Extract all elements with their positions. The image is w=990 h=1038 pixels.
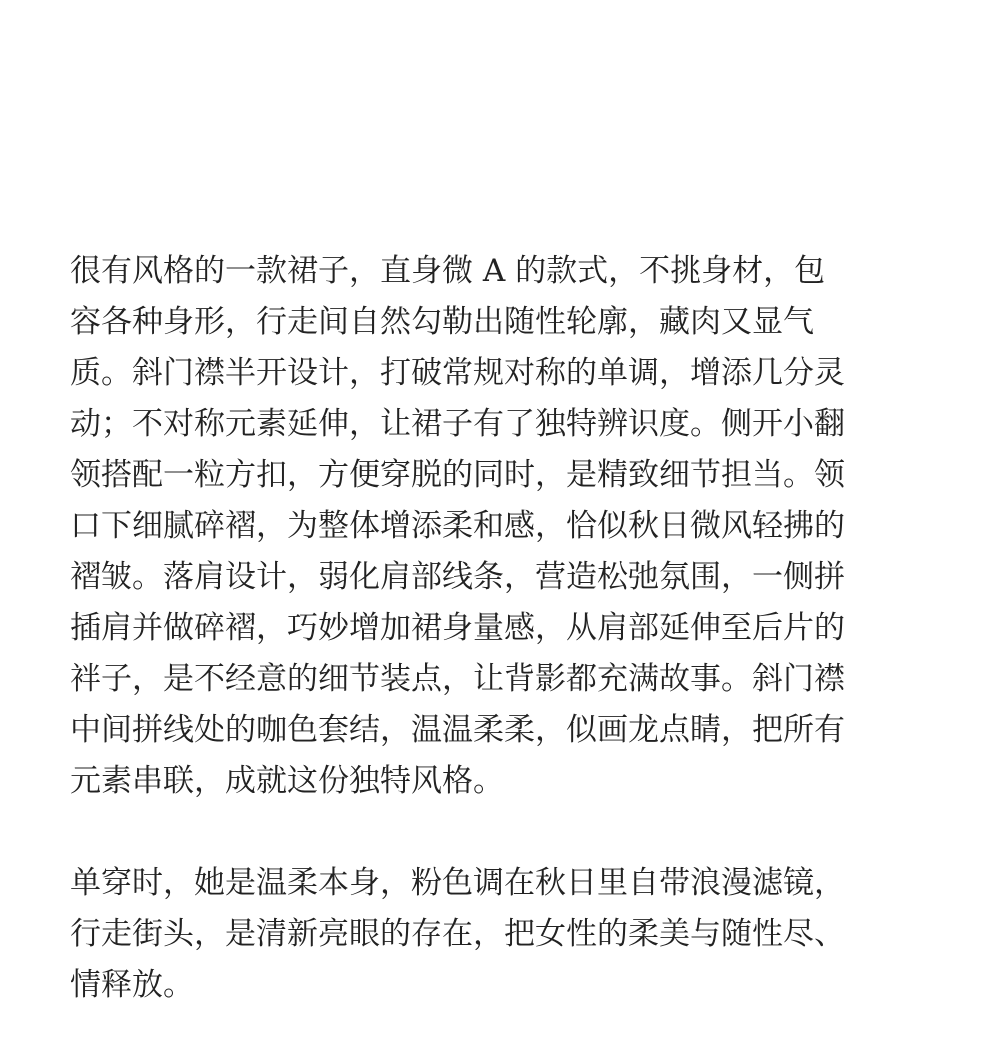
text-line: 口下细腻碎褶，为整体增添柔和感，恰似秋日微风轻拂的: [70, 508, 845, 544]
text-line: 容各种身形，行走间自然勾勒出随性轮廓，藏肉又显气: [70, 304, 814, 340]
text-line: 动；不对称元素延伸，让裙子有了独特辨识度。侧开小翻: [70, 406, 845, 442]
text-line: 情释放。: [70, 967, 194, 1003]
paragraph-2: [70, 858, 930, 1011]
text-line: 质。斜门襟半开设计，打破常规对称的单调，增添几分灵: [70, 355, 845, 391]
text-line: 行走街头，是清新亮眼的存在，把女性的柔美与随性尽、: [70, 916, 845, 952]
paragraph-spacer: [70, 807, 930, 858]
text-line: 中间拼线处的咖色套结，温温柔柔，似画龙点睛，把所有: [70, 712, 845, 748]
text-line: 很有风格的一款裙子，直身微 A 的款式，不挑身材，包: [70, 253, 826, 289]
text-line: 褶皱。落肩设计，弱化肩部线条，营造松弛氛围，一侧拼: [70, 559, 845, 595]
article-body: [70, 246, 930, 1011]
text-line: 领搭配一粒方扣，方便穿脱的同时，是精致细节担当。领: [70, 457, 845, 493]
text-line: 插肩并做碎褶，巧妙增加裙身量感，从肩部延伸至后片的: [70, 610, 845, 646]
text-line: 元素串联，成就这份独特风格。: [70, 763, 504, 799]
paragraph-1: [70, 246, 930, 807]
text-line: 单穿时，她是温柔本身，粉色调在秋日里自带浪漫滤镜，: [70, 865, 845, 901]
text-line: 袢子，是不经意的细节装点，让背影都充满故事。斜门襟: [70, 661, 845, 697]
